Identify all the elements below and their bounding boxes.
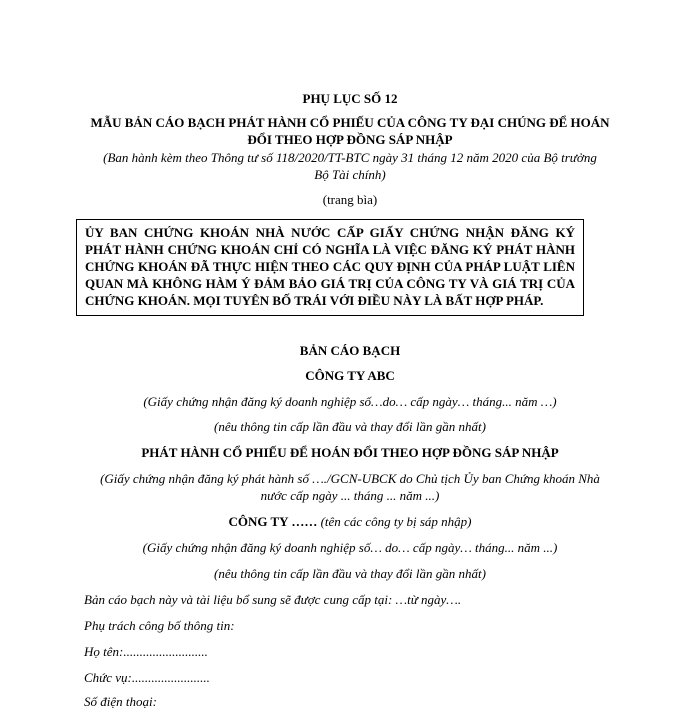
issuance-certificate-line-2: nước cấp ngày ... tháng ... năm ...) xyxy=(260,488,440,503)
company-name: CÔNG TY ABC xyxy=(305,368,395,383)
merged-company-note: (tên các công ty bị sáp nhập) xyxy=(320,514,472,529)
phone-field: Số điện thoại: xyxy=(84,694,157,709)
prospectus-heading: BẢN CÁO BẠCH xyxy=(299,343,401,358)
issued-by-line-1: (Ban hành kèm theo Thông tư số 118/2020/TT-BTC ngày 31 tháng 12 năm 2020 của Bộ trưởng xyxy=(103,150,597,165)
cover-page-note: (trang bìa) xyxy=(322,192,378,207)
company-certificate-note: (nêu thông tin cấp lần đầu và thay đổi lần gần nhất) xyxy=(214,419,486,434)
issuance-certificate-line-1: (Giấy chứng nhận đăng ký phát hành số …./GCN-UBCK do Chủ tịch Ủy ban Chứng khoán Nhà xyxy=(100,471,600,486)
name-field: Họ tên:.......................... xyxy=(84,644,208,659)
issuance-heading: PHÁT HÀNH CỔ PHIẾU ĐỂ HOÁN ĐỔI THEO HỢP ĐỒNG SÁP NHẬP xyxy=(141,445,559,460)
merged-company-certificate-note: (nêu thông tin cấp lần đầu và thay đổi lần gần nhất) xyxy=(214,566,486,581)
form-title-line-2: ĐỔI THEO HỢP ĐỒNG SÁP NHẬP xyxy=(247,132,453,147)
merged-company-label: CÔNG TY …… xyxy=(228,514,318,529)
form-title-line-1: MẪU BẢN CÁO BẠCH PHÁT HÀNH CỔ PHIẾU CỦA CÔNG TY ĐẠI CHÚNG ĐỂ HOÁN xyxy=(90,115,610,130)
position-field: Chức vụ:........................ xyxy=(84,670,210,685)
legal-notice-box: ỦY BAN CHỨNG KHOÁN NHÀ NƯỚC CẤP GIẤY CHỨNG NHẬN ĐĂNG KÝ PHÁT HÀNH CHỨNG KHOÁN CHỈ CÓ NGHĨA LÀ VIỆC ĐĂNG KÝ PHÁT HÀNH CHỨNG KHOÁN ĐÃ THỰC HIỆN THEO CÁC QUY ĐỊNH CỦA PHÁP LUẬT LIÊN QUAN MÀ KHÔNG HÀM Ý ĐẢM BẢO GIÁ TRỊ CỦA CÔNG TY VÀ GIÁ TRỊ CỦA CHỨNG KHOÁN. MỌI TUYÊN BỐ TRÁI VỚI ĐIỀU NÀY LÀ BẤT HỢP PHÁP. xyxy=(76,219,584,316)
issued-by-line-2: Bộ Tài chính) xyxy=(314,167,386,182)
availability-statement: Bản cáo bạch này và tài liệu bổ sung sẽ được cung cấp tại: …từ ngày…. xyxy=(84,592,462,607)
company-certificate: (Giấy chứng nhận đăng ký doanh nghiệp số…do… cấp ngày… tháng... năm …) xyxy=(143,394,557,409)
disclosure-officer-label: Phụ trách công bố thông tin: xyxy=(84,618,235,633)
appendix-title: PHỤ LỤC SỐ 12 xyxy=(302,91,398,106)
merged-company-certificate: (Giấy chứng nhận đăng ký doanh nghiệp số… do… cấp ngày… tháng... năm ...) xyxy=(142,540,558,555)
merged-company-line xyxy=(78,514,622,531)
